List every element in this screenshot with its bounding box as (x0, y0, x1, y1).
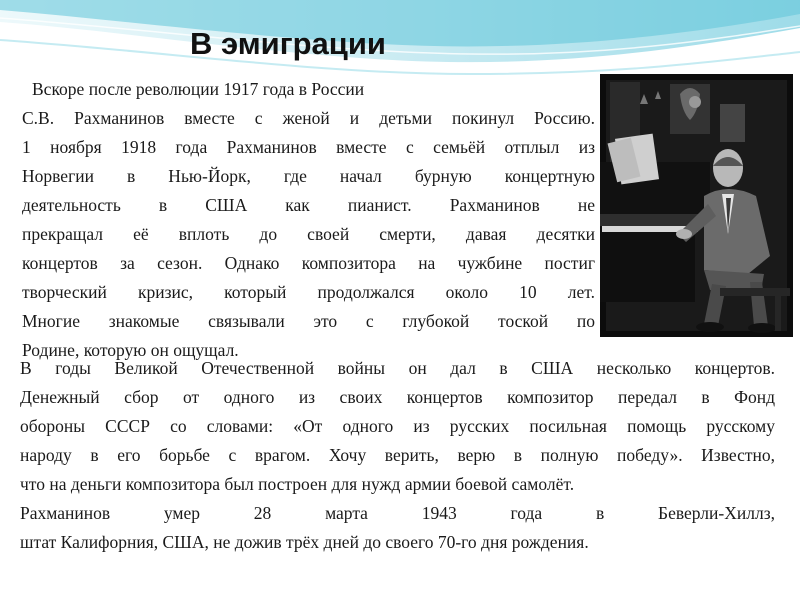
slide-title: В эмиграции (190, 26, 386, 61)
text-line: Вскоре после революции 1917 года в России (32, 79, 365, 99)
paragraph-emigration (22, 75, 595, 365)
text-line: народу в его борьбе с врагом. Хочу верить, верю в полную победу». Известно, (20, 445, 775, 465)
text-line: прекращал её вплоть до своей смерти, давая десятки (22, 224, 595, 244)
text-line: обороны СССР со словами: «От одного из русских посильная помощь русскому (20, 416, 775, 436)
text-line: В годы Великой Отечественной войны он дал в США несколько концертов. (20, 358, 775, 378)
text-line: С.В. Рахманинов вместе с женой и детьми покинул Россию. (22, 108, 595, 128)
paragraph-war-years (20, 354, 775, 557)
text-line: творческий кризис, который продолжался около 10 лет. (22, 282, 595, 302)
decorative-wave-header (0, 0, 800, 80)
text-line: Рахманинов умер 28 марта 1943 года в Беверли-Хиллз, (20, 503, 775, 523)
text-line: штат Калифорния, США, не дожив трёх дней до своего 70-го дня рождения. (20, 532, 589, 552)
text-line: Родине, которую он ощущал. (22, 340, 239, 360)
text-line: концертов за сезон. Однако композитора на чужбине постиг (22, 253, 595, 273)
text-line: Денежный сбор от одного из своих концертов композитор передал в Фонд (20, 387, 775, 407)
text-line: 1 ноября 1918 года Рахманинов вместе с семьёй отплыл из (22, 137, 595, 157)
text-line: Многие знакомые связывали это с глубокой тоской по (22, 311, 595, 331)
rachmaninoff-photo (600, 74, 793, 337)
text-line: деятельность в США как пианист. Рахманинов не (22, 195, 595, 215)
text-line: Норвегии в Нью-Йорк, где начал бурную концертную (22, 166, 595, 186)
text-line: что на деньги композитора был построен для нужд армии боевой самолёт. (20, 474, 575, 494)
